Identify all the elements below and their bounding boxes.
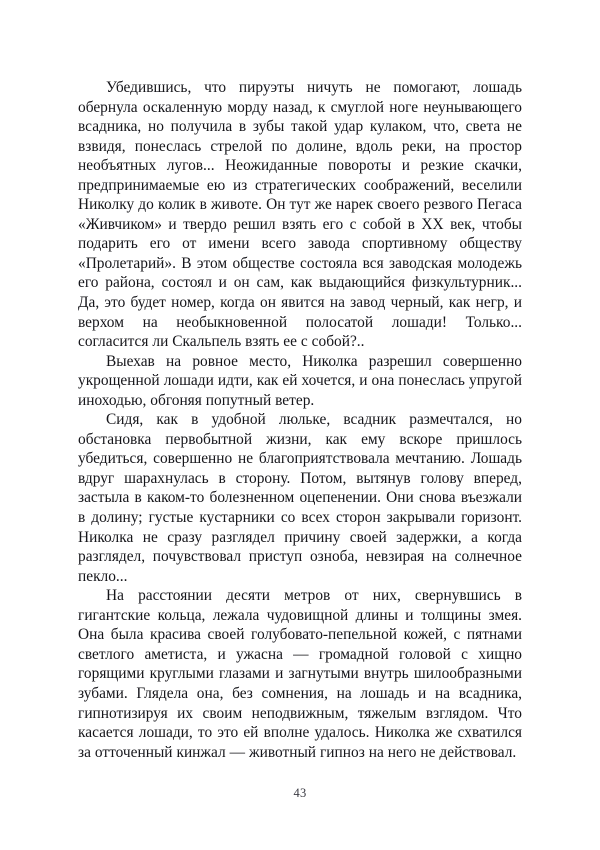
- paragraph: Сидя, как в удобной люльке, всадник размечтался, но обстановка первобытной жизни, как ему вскоре пришлось убедиться, совершенно не благоприятствовала мечтанию. Лошадь вдруг шарахнулась в сторону. Потом, вытянув голову вперед, застыла в каком-то болезненном оцепенении. Они снова въезжали в долину; густые кустарники со всех сторон закрывали горизонт. Николка не сразу разглядел причину своей задержки, а когда разглядел, почувствовал приступ озноба, невзирая на солнечное пекло...: [78, 411, 522, 585]
- paragraph: Выехав на ровное место, Николка разрешил совершенно укрощенной лошади идти, как ей хочется, и она понеслась упругой иноходью, обгоняя попутный ветер.: [78, 352, 522, 409]
- page-text-block: [78, 78, 522, 762]
- paragraph: Убедившись, что пируэты ничуть не помогают, лошадь обернула оскаленную морду назад, к смуглой ноге неунывающего всадника, но получила в зубы такой удар кулаком, что, света не взвидя, понеслась стрелой по долине, вдоль реки, на простор необъятных лугов... Неожиданные повороты и резкие скачки, предпринимаемые ею из стратегических соображений, веселили Николку до колик в животе. Он тут же нарек своего резвого Пегаса «Живчиком» и твердо решил взять его с собой в XX век, чтобы подарить его от имени всего завода спортивному обществу «Пролетарий». В этом обществе состояла вся заводская молодежь его района, состоял и он сам, как выдающийся физкультурник... Да, это будет номер, когда он явится на завод черный, как негр, и верхом на необыкновенной полосатой лошади! Только... согласится ли Скальпель взять ее с собой?..: [78, 79, 522, 351]
- page-number: 43: [293, 786, 307, 800]
- paragraph: На расстоянии десяти метров от них, свернувшись в гигантские кольца, лежала чудовищной длины и толщины змея. Она была красива своей голубовато-пепельной кожей, с пятнами светлого аметиста, и ужасна — громадной головой с хищно горящими круглыми глазами и загнутыми внутрь шилообразными зубами. Глядела она, без сомнения, на лошадь и на всадника, гипнотизируя их своим неподвижным, тяжелым взглядом. Что касается лошади, то это ей вполне удалось. Николка же схватился за отточенный кинжал — животный гипноз на него не действовал.: [78, 587, 522, 761]
